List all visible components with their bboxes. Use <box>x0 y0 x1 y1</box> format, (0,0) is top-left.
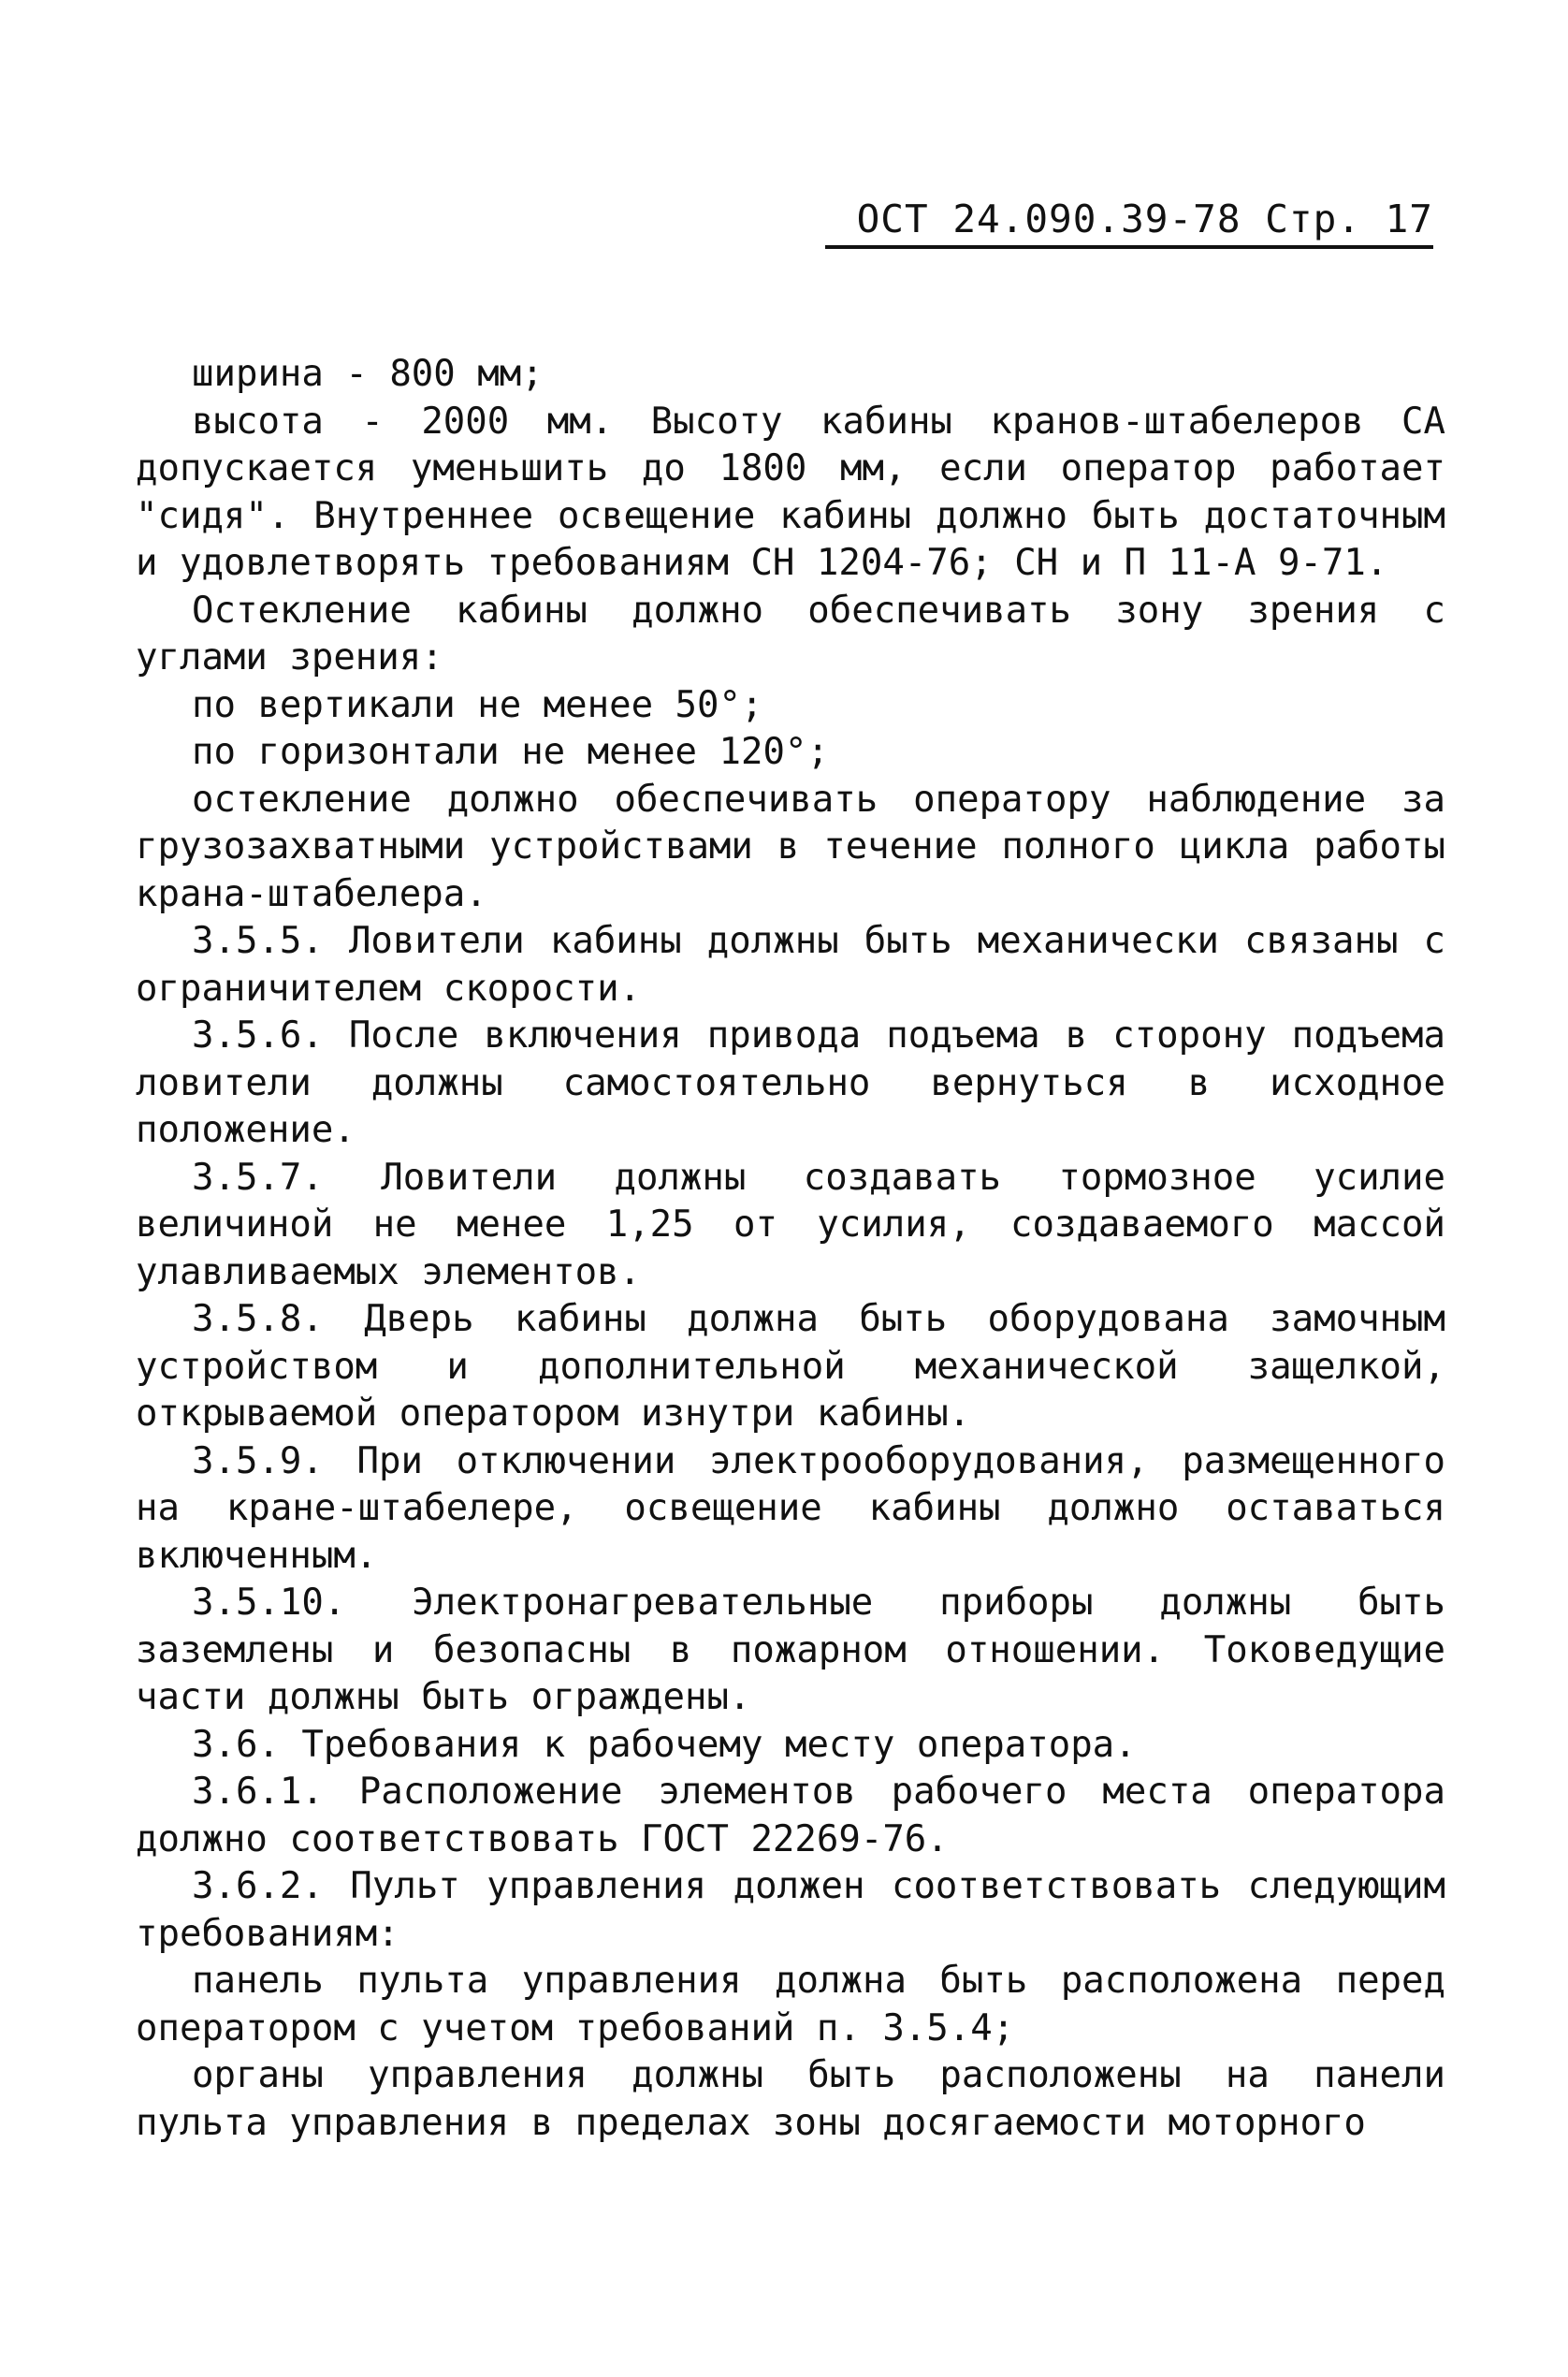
page-header: ОСТ 24.090.39-78 Стр. 17 <box>825 197 1433 249</box>
paragraph: высота - 2000 мм. Высоту кабины кранов-штабелеров СА допускается уменьшить до 1800 мм, если оператор работает "сидя". Внутреннее освещение кабины должно быть достаточным и удовлетворять требованиям СН 1204-76; СН и П 11-А 9-71. <box>136 400 1445 584</box>
paragraph: 3.5.9. При отключении электрооборудования, размещенного на кране-штабелере, освещение кабины должно оставаться включенным. <box>136 1439 1445 1577</box>
paragraph: 3.6.2. Пульт управления должен соответствовать следующим требованиям: <box>136 1865 1445 1955</box>
paragraph: 3.6. Требования к рабочему месту оператора. <box>192 1723 1137 1766</box>
paragraph: по горизонтали не менее 120°; <box>192 731 829 773</box>
paragraph: 3.5.6. После включения привода подъема в сторону подъема ловители должны самостоятельно вернуться в исходное положение. <box>136 1014 1445 1151</box>
paragraph: 3.5.7. Ловители должны создавать тормозное усилие величиной не менее 1,25 от усилия, создаваемого массой улавливаемых элементов. <box>136 1156 1445 1293</box>
paragraph: по вертикали не менее 50°; <box>192 683 763 726</box>
paragraph: Остекление кабины должно обеспечивать зону зрения с углами зрения: <box>136 589 1445 678</box>
paragraph: 3.5.8. Дверь кабины должна быть оборудована замочным устройством и дополнительной механической защелкой, открываемой оператором изнутри кабины. <box>136 1298 1445 1435</box>
paragraph: 3.5.10. Электронагревательные приборы должны быть заземлены и безопасны в пожарном отношении. Токоведущие части должны быть ограждены. <box>136 1582 1445 1718</box>
paragraph: остекление должно обеспечивать оператору наблюдение за грузозахватными устройствами в течение полного цикла работы крана-штабелера. <box>136 778 1445 915</box>
paragraph: 3.5.5. Ловители кабины должны быть механически связаны с ограничителем скорости. <box>136 920 1445 1010</box>
paragraph: панель пульта управления должна быть расположена перед оператором с учетом требований п. 3.5.4; <box>136 1960 1445 2049</box>
paragraph: ширина - 800 мм; <box>192 353 544 395</box>
paragraph: 3.6.1. Расположение элементов рабочего места оператора должно соответствовать ГОСТ 22269-76. <box>136 1771 1445 1860</box>
paragraph: органы управления должны быть расположены на панели пульта управления в пределах зоны досягаемости моторного <box>136 2054 1445 2144</box>
document-body <box>136 351 1445 2147</box>
